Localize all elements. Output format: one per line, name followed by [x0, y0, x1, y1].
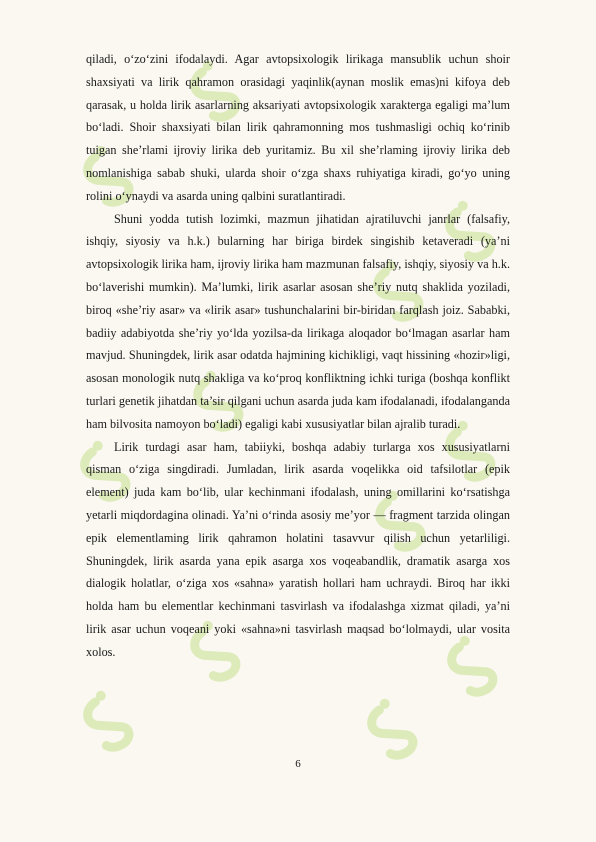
page-number: 6 [295, 758, 301, 770]
body-text [86, 48, 510, 664]
paragraph-1: qiladi, o‘zo‘zini ifodalaydi. Agar avtopsixologik lirikaga mansublik uchun shoir shaxsiyati va lirik qahramon orasidagi yaqinlik(aynan moslik emas)ni kifoya deb qarasak, u holda lirik asarlarning aksariyati avtopsixologik xarakterga egaligi ma’lum bo‘ladi. Shoir shaxsiyati bilan lirik qahramonning mos tushmasligi ochiq ko‘rinib tuigan she’rlami ijroviy lirika deb yuritamiz. Bu xil she’rlaming ijroviy lirika deb nomlanishiga sabab shuki, ularda shoir o‘zga shaxs ruhiyatiga kiradi, go‘yo uning rolini o‘ynaydi va asarda uning qalbini suratlantiradi. [86, 52, 510, 203]
paragraph-2: Shuni yodda tutish lozimki, mazmun jihatidan ajratiluvchi janrlar (falsafiy, ishqiy, siyosiy va h.k.) bularning har biriga birdek singishib ketaveradi (ya’ni avtopsixologik lirika ham, ijroviy lirika ham mazmunan falsafiy, ishqiy, siyosiy va h.k. bo‘laverishi mumkin). Ma’lumki, lirik asarlar asosan she’riy nutq shaklida yoziladi, biroq «she’riy asar» va «lirik asar» tushunchalarini bir-biridan farqlash joiz. Sababki, badiiy adabiyotda she’riy yo‘lda yozilsa-da lirikaga aloqador bo‘lmagan asarlar ham mavjud. Shuningdek, lirik asar odatda hajmining kichikligi, vaqt hissining «hozir»ligi, asosan monologik nutq shakliga va ko‘proq konfliktning ichki turiga (boshqa konflikt turlari genetik jihatdan ta’sir qilgani uchun asarda juda kam ifodalanadi, ifodalanganda ham bilvosita namoyon bo‘ladi) egaligi kabi xususiyatlar bilan ajralib turadi. [86, 211, 510, 431]
paragraph-3: Lirik turdagi asar ham, tabiiyki, boshqa adabiy turlarga xos xususiyatlarni qisman o‘ziga singdiradi. Jumladan, lirik asarda voqelikka oid tafsilotlar (epik element) juda kam bo‘lib, ular kechinmani ifodalash, uning omillarini ko‘rsatishga yetarli miqdordagina olinadi. Ya’ni o‘rinda asosiy me’yor — fragment tarzida olingan epik elementlaming lirik qahramon holatini tasavvur qilish uchun yetarliligi. Shuningdek, lirik asarda yana epik asarga xos voqeabandlik, dramatik asarga xos dialogik holatlar, o‘ziga xos «sahna» yaratish hollari ham uchraydi. Biroq har ikki holda ham bu elementlar kechinmani tasvirlash va ifodalashga xizmat qiladi, ya’ni lirik asar uchun voqeani yoki «sahna»ni tasvirlash maqsad bo‘lolmaydi, ular vosita xolos. [86, 439, 510, 659]
